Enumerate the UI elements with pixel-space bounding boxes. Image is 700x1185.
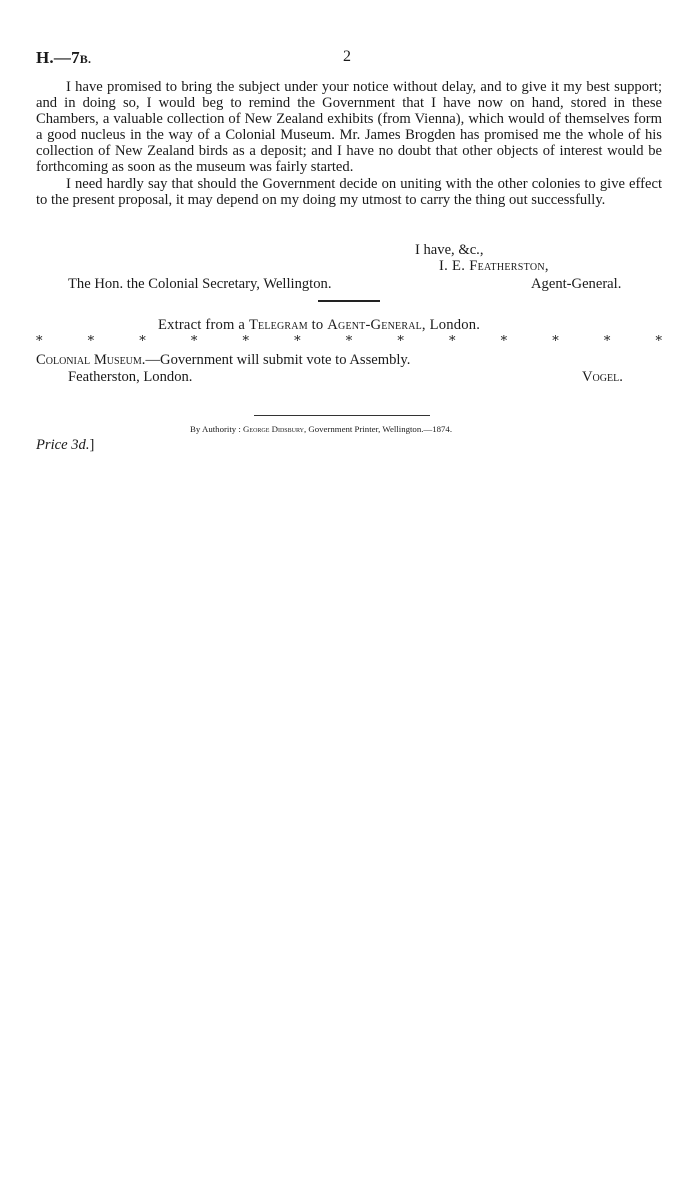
letter-paragraph-2: I need hardly say that should the Government decide on uniting with the other colonies to give effect to the present proposal, it may depend on my doing my utmost to carry the thing out successfully.	[36, 175, 662, 208]
imprint-printer-name: George Didsbury,	[243, 424, 307, 434]
signatory-surname: Featherston,	[469, 258, 549, 274]
letter-closing: I have, &c.,	[415, 242, 484, 258]
extract-suffix: London.	[429, 317, 481, 333]
document-id	[36, 48, 91, 68]
printer-imprint	[190, 424, 452, 434]
asterisk: *	[655, 334, 662, 349]
asterisk: *	[242, 334, 249, 349]
asterisk: *	[552, 334, 559, 349]
document-id-main: H.—7	[36, 48, 80, 67]
telegram-recipient: Featherston, London.	[68, 369, 193, 385]
section-divider	[318, 300, 380, 302]
asterisk: *	[603, 334, 611, 349]
telegram-text	[36, 352, 410, 369]
extract-telegram-word: Telegram	[248, 317, 308, 333]
asterisk: *	[449, 334, 456, 349]
asterisk: *	[397, 334, 404, 349]
asterisk: *	[345, 334, 353, 349]
asterisk: *	[87, 334, 95, 349]
telegram-subject: Colonial Museum.	[36, 352, 146, 368]
price-text: Price 3d.	[36, 437, 90, 453]
page-number: 2	[343, 48, 351, 65]
footer-divider	[254, 415, 430, 416]
extract-heading	[158, 317, 480, 334]
asterisk: *	[190, 334, 198, 349]
page-header	[36, 48, 662, 68]
letter-body	[36, 79, 662, 208]
document-id-suffix: B.	[79, 52, 92, 66]
extract-prefix: Extract from a	[158, 317, 246, 333]
imprint-prefix: By Authority :	[190, 424, 241, 434]
letter-paragraph-1: I have promised to bring the subject under your notice without delay, and to give it my best support; and in doing so, I would beg to remind the Government that I have now on hand, stored in these Chambers, a valuable collection of New Zealand exhibits (from Vienna), which would of themselves form a good nucleus in the way of a Colonial Museum. Mr. James Brogden has promised me the whole of his collection of New Zealand birds as a deposit; and I have no doubt that other objects of interest would be forthcoming as soon as the museum was fairly started.	[36, 79, 662, 176]
telegram-body: —Government will submit vote to Assembly.	[145, 352, 411, 368]
addressee: The Hon. the Colonial Secretary, Wellington.	[68, 276, 332, 292]
price-label	[36, 437, 94, 454]
asterisk-row	[36, 334, 662, 350]
asterisk: *	[294, 334, 301, 349]
asterisk: *	[139, 334, 146, 349]
extract-middle: to	[311, 317, 324, 333]
extract-agent-word: Agent-General,	[327, 317, 426, 333]
signatory-initials: I. E.	[439, 258, 466, 274]
signatory-title: Agent-General.	[531, 276, 622, 292]
asterisk: *	[36, 334, 43, 349]
telegram-sender: Vogel.	[582, 369, 623, 385]
imprint-suffix: Government Printer, Wellington.—1874.	[308, 424, 453, 434]
signatory-name	[439, 258, 549, 275]
price-bracket: ]	[89, 437, 95, 453]
asterisk: *	[500, 334, 508, 349]
